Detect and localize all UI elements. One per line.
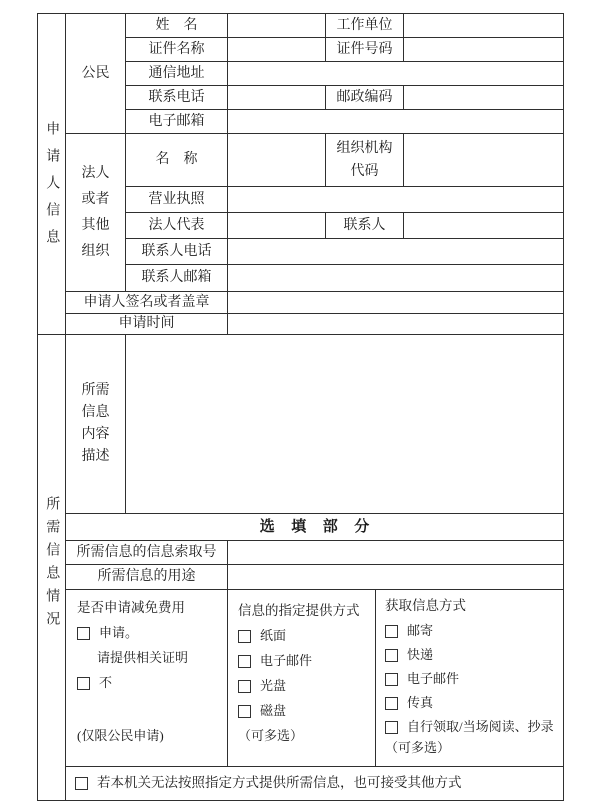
citizen-group-label: 公民 xyxy=(66,14,126,134)
contact-phone-label: 联系人电话 xyxy=(126,239,228,265)
delivery-option-disk[interactable]: 磁盘 xyxy=(238,699,371,724)
legal-rep-label: 法人代表 xyxy=(126,213,228,239)
description-label: 所需信息内容描述 xyxy=(66,335,126,514)
work-unit-label: 工作单位 xyxy=(326,14,404,38)
obtain-option-fax[interactable]: 传真 xyxy=(385,691,561,715)
contact-phone-value-cell[interactable] xyxy=(228,239,564,265)
id-number-label: 证件号码 xyxy=(326,38,404,62)
obtain-option-self-pickup[interactable]: 自行领取/当场阅读、抄录 xyxy=(385,715,561,739)
fee-waiver-header: 是否申请减免费用 xyxy=(77,600,185,616)
checkbox-unchecked-icon[interactable] xyxy=(385,625,398,638)
fallback-method-option[interactable] xyxy=(66,775,563,792)
fee-option-apply[interactable] xyxy=(77,621,223,646)
apply-time-value-cell[interactable] xyxy=(228,314,564,335)
delivery-method-header: 信息的指定提供方式 xyxy=(238,603,360,619)
checkbox-unchecked-icon[interactable] xyxy=(238,705,251,718)
checkbox-unchecked-icon[interactable] xyxy=(385,697,398,710)
fee-option-no-label: 不 xyxy=(99,675,113,691)
delivery-option-paper[interactable]: 纸面 xyxy=(238,624,371,649)
checkbox-unchecked-icon[interactable] xyxy=(238,680,251,693)
obtain-method-header: 获取信息方式 xyxy=(385,598,466,614)
fee-proof-note: 请提供相关证明 xyxy=(97,650,189,666)
index-number-value-cell[interactable] xyxy=(228,541,564,565)
email-label: 电子邮箱 xyxy=(126,110,228,134)
fee-option-apply-label: 申请。 xyxy=(99,625,139,641)
address-label: 通信地址 xyxy=(126,62,228,86)
purpose-value-cell[interactable] xyxy=(228,565,564,590)
org-code-label: 组织机构代码 xyxy=(326,134,404,187)
org-name-value-cell[interactable] xyxy=(228,134,326,187)
obtain-option-email[interactable]: 电子邮件 xyxy=(385,667,561,691)
contact-value-cell[interactable] xyxy=(404,213,564,239)
checkbox-unchecked-icon[interactable] xyxy=(238,655,251,668)
contact-email-label: 联系人邮箱 xyxy=(126,265,228,292)
signature-value-cell[interactable] xyxy=(228,292,564,314)
checkbox-unchecked-icon[interactable] xyxy=(385,649,398,662)
obtain-method-cell xyxy=(376,590,564,767)
optional-part-header: 选填部分 xyxy=(66,514,564,541)
name-value-cell[interactable] xyxy=(228,14,326,38)
contact-label: 联系人 xyxy=(326,213,404,239)
checkbox-unchecked-icon[interactable] xyxy=(75,777,88,790)
delivery-option-email[interactable]: 电子邮件 xyxy=(238,649,371,674)
phone-label: 联系电话 xyxy=(126,86,228,110)
obtain-multi-select-note: （可多选） xyxy=(385,739,451,755)
email-value-cell[interactable] xyxy=(228,110,564,134)
delivery-method-cell xyxy=(228,590,376,767)
obtain-option-express[interactable]: 快递 xyxy=(385,643,561,667)
fee-waiver-cell xyxy=(66,590,228,767)
org-group-label: 法人或者其他组织 xyxy=(66,134,126,292)
checkbox-unchecked-icon[interactable] xyxy=(77,627,90,640)
license-value-cell[interactable] xyxy=(228,187,564,213)
license-label: 营业执照 xyxy=(126,187,228,213)
apply-time-label: 申请时间 xyxy=(66,314,228,335)
index-number-label: 所需信息的信息索取号 xyxy=(66,541,228,565)
postcode-value-cell[interactable] xyxy=(404,86,564,110)
applicant-section-label: 申请人信息 xyxy=(38,14,66,335)
application-form-table xyxy=(37,13,564,801)
checkbox-unchecked-icon[interactable] xyxy=(238,630,251,643)
obtain-option-mail[interactable]: 邮寄 xyxy=(385,619,561,643)
delivery-option-cd[interactable]: 光盘 xyxy=(238,674,371,699)
fee-option-no[interactable] xyxy=(77,671,223,696)
checkbox-unchecked-icon[interactable] xyxy=(385,673,398,686)
id-name-value-cell[interactable] xyxy=(228,38,326,62)
purpose-label: 所需信息的用途 xyxy=(66,565,228,590)
required-info-section-label: 所需信息情况 xyxy=(38,335,66,801)
legal-rep-value-cell[interactable] xyxy=(228,213,326,239)
signature-label: 申请人签名或者盖章 xyxy=(66,292,228,314)
postcode-label: 邮政编码 xyxy=(326,86,404,110)
fallback-method-label: 若本机关无法按照指定方式提供所需信息，也可接受其他方式 xyxy=(97,775,462,791)
checkbox-unchecked-icon[interactable] xyxy=(77,677,90,690)
org-name-label: 名 称 xyxy=(126,134,228,187)
description-value-cell[interactable] xyxy=(126,335,564,514)
id-name-label: 证件名称 xyxy=(126,38,228,62)
fallback-method-cell xyxy=(66,767,564,801)
fee-citizen-only-note: (仅限公民申请) xyxy=(77,727,164,743)
name-label: 姓 名 xyxy=(126,14,228,38)
phone-value-cell[interactable] xyxy=(228,86,326,110)
org-code-value-cell[interactable] xyxy=(404,134,564,187)
id-number-value-cell[interactable] xyxy=(404,38,564,62)
checkbox-unchecked-icon[interactable] xyxy=(385,721,398,734)
address-value-cell[interactable] xyxy=(228,62,564,86)
work-unit-value-cell[interactable] xyxy=(404,14,564,38)
contact-email-value-cell[interactable] xyxy=(228,265,564,292)
delivery-multi-select-note: （可多选） xyxy=(238,727,304,743)
